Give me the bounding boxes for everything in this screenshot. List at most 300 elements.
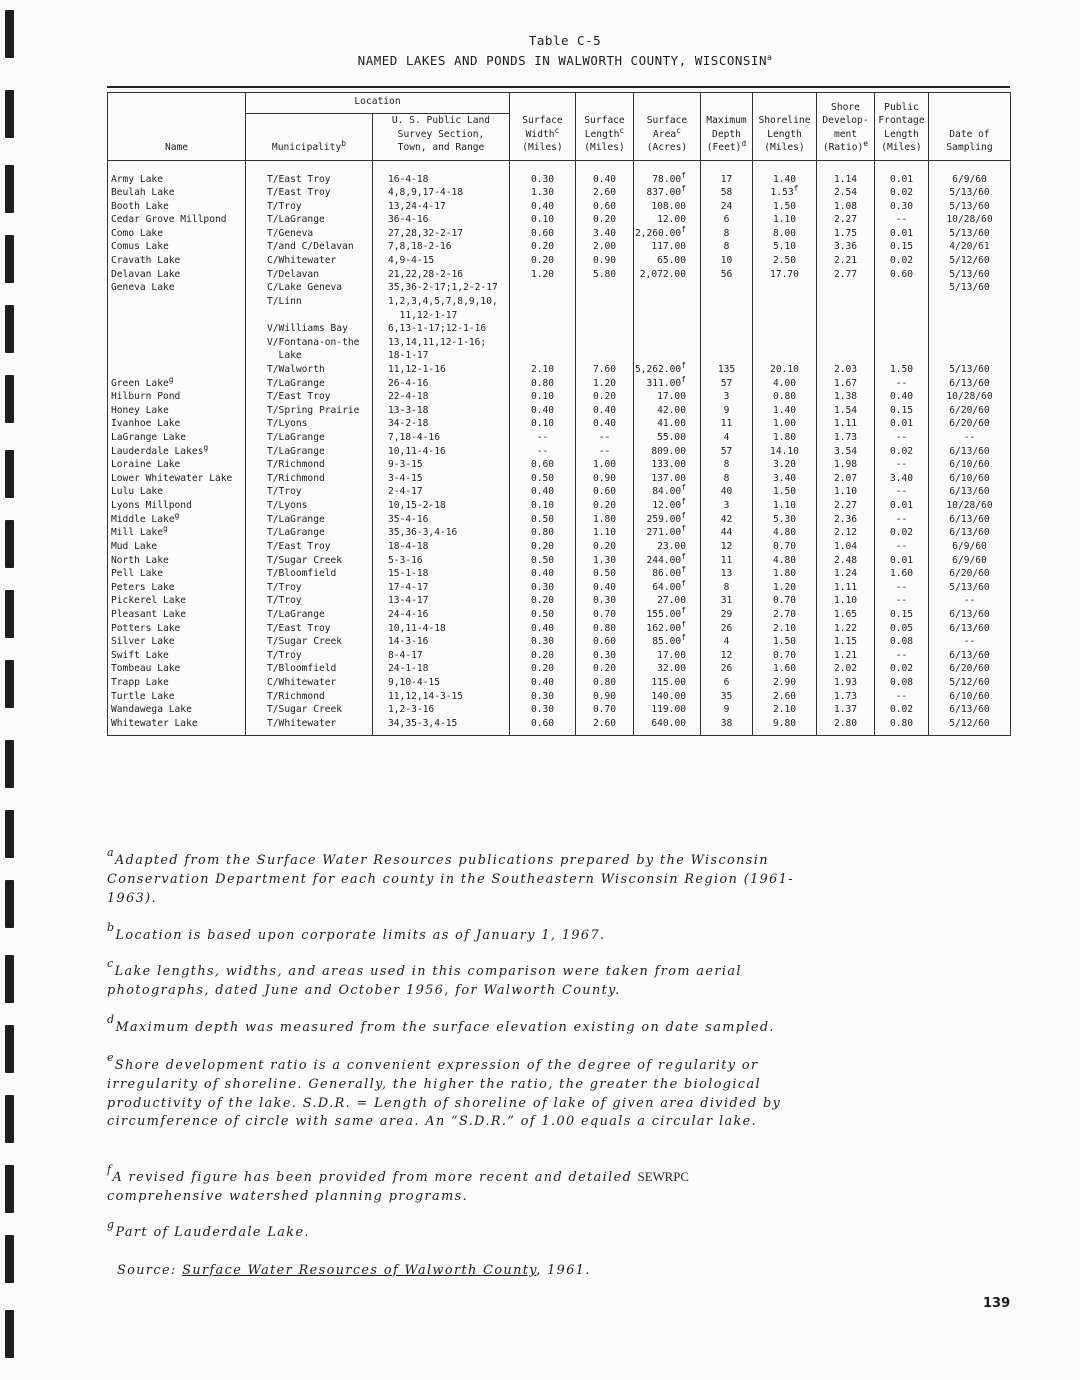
cell-depth: 8 — [701, 581, 753, 595]
cell-length: 0.40 — [576, 160, 634, 186]
footnote-d: dMaximum depth was measured from the surface elevation existing on date sampled. — [107, 1013, 775, 1035]
table-row — [108, 322, 1011, 336]
cell-frontage: -- — [875, 649, 929, 663]
cell-frontage: -- — [875, 431, 929, 445]
cell-survey: 13,24-4-17 — [373, 200, 510, 214]
cell-shore-dev — [817, 322, 875, 336]
cell-area: 162.00$^f$ — [634, 622, 701, 636]
cell-width: 0.40 — [510, 676, 576, 690]
table-row — [108, 254, 1011, 268]
cell-municipality: T/East Troy — [246, 390, 373, 404]
cell-municipality: T/LaGrange — [246, 526, 373, 540]
col-shore-dev: Shore Develop- ment (Ratio)$^e$ — [817, 93, 875, 161]
cell-depth: 24 — [701, 200, 753, 214]
cell-shoreline: 9.80 — [753, 717, 817, 735]
cell-name: Cravath Lake — [108, 254, 246, 268]
cell-shore-dev: 2.07 — [817, 472, 875, 486]
cell-shoreline: 17.70 — [753, 268, 817, 282]
table-row — [108, 390, 1011, 404]
table-row — [108, 295, 1011, 309]
table-row — [108, 526, 1011, 540]
table-row — [108, 160, 1011, 186]
cell-width: 0.40 — [510, 485, 576, 499]
cell-length: 1.80 — [576, 513, 634, 527]
cell-frontage: 3.40 — [875, 472, 929, 486]
table-row — [108, 404, 1011, 418]
cell-width: 0.80 — [510, 377, 576, 391]
cell-area: 42.00 — [634, 404, 701, 418]
table-row — [108, 445, 1011, 459]
cell-area: 244.00$^f$ — [634, 554, 701, 568]
table-row — [108, 200, 1011, 214]
cell-survey: 2-4-17 — [373, 485, 510, 499]
cell-name: Trapp Lake — [108, 676, 246, 690]
cell-depth: 57 — [701, 445, 753, 459]
cell-municipality: V/Williams Bay — [246, 322, 373, 336]
cell-name: Mud Lake — [108, 540, 246, 554]
cell-frontage: 1.60 — [875, 567, 929, 581]
cell-frontage: 0.30 — [875, 200, 929, 214]
cell-survey: 11,12-1-17 — [373, 309, 510, 323]
cell-length: 0.80 — [576, 676, 634, 690]
cell-frontage: -- — [875, 540, 929, 554]
cell-shoreline: 2.10 — [753, 622, 817, 636]
cell-name — [108, 349, 246, 363]
cell-shoreline: 0.70 — [753, 540, 817, 554]
cell-name: Honey Lake — [108, 404, 246, 418]
cell-depth: 8 — [701, 227, 753, 241]
table-row — [108, 622, 1011, 636]
cell-depth: 35 — [701, 690, 753, 704]
table-row — [108, 676, 1011, 690]
cell-name — [108, 363, 246, 377]
cell-municipality: T/Troy — [246, 485, 373, 499]
cell-area: 27.00 — [634, 594, 701, 608]
cell-length — [576, 309, 634, 323]
footnote-b: bLocation is based upon corporate limits as of January 1, 1967. — [107, 921, 606, 943]
cell-width: 0.40 — [510, 404, 576, 418]
cell-depth: 44 — [701, 526, 753, 540]
cell-width: 0.60 — [510, 458, 576, 472]
cell-municipality: T/Lyons — [246, 417, 373, 431]
cell-area: 640.00 — [634, 717, 701, 735]
cell-shoreline: 3.20 — [753, 458, 817, 472]
cell-depth: 12 — [701, 649, 753, 663]
cell-area — [634, 295, 701, 309]
table-row — [108, 227, 1011, 241]
cell-date — [929, 336, 1011, 350]
footnote-a: aAdapted from the Surface Water Resources publications prepared by the Wisconsin Conservation Department for each county in the Southeastern Wisconsin Region (1961-1963). — [107, 846, 794, 906]
cell-shoreline: 2.90 — [753, 676, 817, 690]
cell-width: 0.50 — [510, 608, 576, 622]
cell-shore-dev: 1.54 — [817, 404, 875, 418]
cell-shore-dev: 1.38 — [817, 390, 875, 404]
cell-municipality: T/LaGrange — [246, 431, 373, 445]
cell-area: 23.00 — [634, 540, 701, 554]
cell-shore-dev — [817, 349, 875, 363]
cell-depth: 135 — [701, 363, 753, 377]
cell-shoreline: 1.20 — [753, 581, 817, 595]
cell-width: 0.10 — [510, 213, 576, 227]
cell-name — [108, 336, 246, 350]
cell-frontage: 0.80 — [875, 717, 929, 735]
cell-date — [929, 295, 1011, 309]
cell-survey: 15-1-18 — [373, 567, 510, 581]
cell-municipality: T/Walworth — [246, 363, 373, 377]
cell-length: 0.90 — [576, 690, 634, 704]
cell-length: 0.20 — [576, 499, 634, 513]
cell-municipality: T/East Troy — [246, 186, 373, 200]
cell-shore-dev: 2.27 — [817, 499, 875, 513]
cell-municipality: C/Whitewater — [246, 676, 373, 690]
cell-length: 0.40 — [576, 404, 634, 418]
cell-frontage: 0.01 — [875, 499, 929, 513]
cell-frontage: -- — [875, 594, 929, 608]
cell-depth: 57 — [701, 377, 753, 391]
cell-frontage — [875, 336, 929, 350]
cell-length: 1.10 — [576, 526, 634, 540]
cell-length: 2.00 — [576, 240, 634, 254]
cell-frontage — [875, 281, 929, 295]
cell-frontage: -- — [875, 485, 929, 499]
cell-date: 5/13/60 — [929, 186, 1011, 200]
cell-survey: 34,35-3,4-15 — [373, 717, 510, 735]
cell-municipality — [246, 309, 373, 323]
cell-frontage: 0.15 — [875, 608, 929, 622]
cell-survey: 10,15-2-18 — [373, 499, 510, 513]
cell-depth: 10 — [701, 254, 753, 268]
cell-survey: 6,13-1-17;12-1-16 — [373, 322, 510, 336]
cell-shore-dev: 1.98 — [817, 458, 875, 472]
cell-survey: 35,36-2-17;1,2-2-17 — [373, 281, 510, 295]
cell-date: 6/20/60 — [929, 417, 1011, 431]
cell-frontage: 0.05 — [875, 622, 929, 636]
cell-shore-dev: 1.14 — [817, 160, 875, 186]
cell-shore-dev: 2.36 — [817, 513, 875, 527]
cell-frontage: 0.02 — [875, 445, 929, 459]
cell-shore-dev: 1.10 — [817, 485, 875, 499]
cell-depth — [701, 349, 753, 363]
cell-frontage: 0.15 — [875, 404, 929, 418]
cell-shore-dev: 1.37 — [817, 703, 875, 717]
cell-municipality: T/Lyons — [246, 499, 373, 513]
cell-municipality: T/East Troy — [246, 160, 373, 186]
cell-length — [576, 295, 634, 309]
cell-area — [634, 309, 701, 323]
cell-area — [634, 281, 701, 295]
table-row — [108, 485, 1011, 499]
cell-area: 2,072.00 — [634, 268, 701, 282]
cell-depth — [701, 295, 753, 309]
cell-shoreline — [753, 281, 817, 295]
cell-name: Beulah Lake — [108, 186, 246, 200]
cell-date: 6/13/60 — [929, 649, 1011, 663]
cell-frontage — [875, 349, 929, 363]
cell-frontage: 0.01 — [875, 554, 929, 568]
cell-width: 0.80 — [510, 526, 576, 540]
cell-width: -- — [510, 431, 576, 445]
cell-shoreline — [753, 336, 817, 350]
cell-width: 0.30 — [510, 690, 576, 704]
cell-date: 10/28/60 — [929, 390, 1011, 404]
cell-length: 3.40 — [576, 227, 634, 241]
cell-municipality: C/Lake Geneva — [246, 281, 373, 295]
cell-depth: 58 — [701, 186, 753, 200]
cell-date: 5/13/60 — [929, 281, 1011, 295]
cell-area — [634, 322, 701, 336]
cell-width: 0.10 — [510, 390, 576, 404]
cell-width — [510, 349, 576, 363]
cell-area: 115.00 — [634, 676, 701, 690]
cell-area: 271.00$^f$ — [634, 526, 701, 540]
cell-survey: 35-4-16 — [373, 513, 510, 527]
cell-area: 12.00 — [634, 213, 701, 227]
cell-date: 6/13/60 — [929, 513, 1011, 527]
cell-length: 0.50 — [576, 567, 634, 581]
cell-depth: 3 — [701, 390, 753, 404]
cell-municipality: T/Richmond — [246, 472, 373, 486]
table-row — [108, 608, 1011, 622]
cell-municipality: T/Delavan — [246, 268, 373, 282]
table-row — [108, 186, 1011, 200]
cell-name: Swift Lake — [108, 649, 246, 663]
cell-shore-dev: 1.11 — [817, 417, 875, 431]
cell-length: 0.80 — [576, 622, 634, 636]
cell-date: -- — [929, 635, 1011, 649]
footnote-f: fA revised figure has been provided from more recent and detailed SEWRPC comprehensive watershed planning programs. — [107, 1163, 689, 1204]
cell-municipality: T/Troy — [246, 649, 373, 663]
table-row — [108, 703, 1011, 717]
cell-width: 0.20 — [510, 649, 576, 663]
cell-area: 809.00 — [634, 445, 701, 459]
col-width: Surface Width$^c$ (Miles) — [510, 93, 576, 161]
cell-depth: 26 — [701, 622, 753, 636]
cell-municipality: T/Troy — [246, 581, 373, 595]
cell-width — [510, 309, 576, 323]
col-municipality: Municipality$^b$ — [246, 114, 373, 161]
cell-length: 0.70 — [576, 703, 634, 717]
cell-length: 0.60 — [576, 635, 634, 649]
cell-width: 0.20 — [510, 240, 576, 254]
cell-shore-dev: 2.03 — [817, 363, 875, 377]
cell-frontage: 0.15 — [875, 240, 929, 254]
cell-shoreline: 1.50 — [753, 635, 817, 649]
cell-survey: 8-4-17 — [373, 649, 510, 663]
cell-area: 133.00 — [634, 458, 701, 472]
cell-name: Cedar Grove Millpond — [108, 213, 246, 227]
cell-name: Pickerel Lake — [108, 594, 246, 608]
cell-survey: 1,2-3-16 — [373, 703, 510, 717]
cell-date: 6/13/60 — [929, 608, 1011, 622]
cell-municipality: T/Richmond — [246, 690, 373, 704]
cell-area: 2,260.00$^f$ — [634, 227, 701, 241]
cell-length: 0.20 — [576, 662, 634, 676]
cell-survey: 35,36-3,4-16 — [373, 526, 510, 540]
cell-name: Ivanhoe Lake — [108, 417, 246, 431]
cell-depth: 6 — [701, 676, 753, 690]
cell-frontage: 0.08 — [875, 635, 929, 649]
cell-frontage: 0.02 — [875, 526, 929, 540]
table-row — [108, 567, 1011, 581]
cell-name: Potters Lake — [108, 622, 246, 636]
cell-shore-dev: 1.22 — [817, 622, 875, 636]
cell-survey: 4,8,9,17-4-18 — [373, 186, 510, 200]
cell-frontage: 0.01 — [875, 417, 929, 431]
cell-frontage: 0.02 — [875, 703, 929, 717]
cell-area: 259.00$^f$ — [634, 513, 701, 527]
cell-width: 0.30 — [510, 581, 576, 595]
cell-date: 6/9/60 — [929, 160, 1011, 186]
cell-survey: 27,28,32-2-17 — [373, 227, 510, 241]
cell-municipality: T/Linn — [246, 295, 373, 309]
cell-frontage: 0.02 — [875, 662, 929, 676]
cell-name: Army Lake — [108, 160, 246, 186]
cell-shore-dev: 2.12 — [817, 526, 875, 540]
table-row — [108, 635, 1011, 649]
cell-survey: 11,12,14-3-15 — [373, 690, 510, 704]
cell-width: 0.50 — [510, 513, 576, 527]
cell-date: 5/13/60 — [929, 200, 1011, 214]
table-row — [108, 240, 1011, 254]
cell-depth: 8 — [701, 458, 753, 472]
cell-width: 0.20 — [510, 254, 576, 268]
page-number: 139 — [983, 1296, 1011, 1311]
cell-municipality: T/Troy — [246, 200, 373, 214]
cell-frontage: 0.01 — [875, 227, 929, 241]
cell-shore-dev: 2.54 — [817, 186, 875, 200]
cell-survey: 22-4-18 — [373, 390, 510, 404]
col-length: Surface Length$^c$ (Miles) — [576, 93, 634, 161]
cell-municipality: T/Troy — [246, 594, 373, 608]
table-row — [108, 431, 1011, 445]
cell-name: Middle Lake$^g$ — [108, 513, 246, 527]
title-rule — [107, 86, 1010, 88]
cell-area: 311.00$^f$ — [634, 377, 701, 391]
footnote-c: cLake lengths, widths, and areas used in this comparison were taken from aerial photographs, dated June and October 1956, for Walworth County. — [107, 957, 742, 998]
cell-length: 5.80 — [576, 268, 634, 282]
cell-depth: 31 — [701, 594, 753, 608]
cell-municipality: T/Bloomfield — [246, 662, 373, 676]
cell-shore-dev — [817, 295, 875, 309]
cell-name: Wandawega Lake — [108, 703, 246, 717]
cell-shoreline: 1.50 — [753, 485, 817, 499]
cell-shore-dev: 1.10 — [817, 594, 875, 608]
cell-municipality: T/Sugar Creek — [246, 554, 373, 568]
cell-depth — [701, 336, 753, 350]
table-row — [108, 581, 1011, 595]
cell-shoreline: 4.00 — [753, 377, 817, 391]
table-row — [108, 662, 1011, 676]
cell-area: 41.00 — [634, 417, 701, 431]
cell-shoreline: 1.80 — [753, 431, 817, 445]
cell-name: Pleasant Lake — [108, 608, 246, 622]
cell-depth: 56 — [701, 268, 753, 282]
cell-depth — [701, 322, 753, 336]
cell-municipality: T/Whitewater — [246, 717, 373, 735]
cell-frontage: 1.50 — [875, 363, 929, 377]
cell-name: Lulu Lake — [108, 485, 246, 499]
cell-frontage: -- — [875, 458, 929, 472]
cell-depth: 40 — [701, 485, 753, 499]
cell-shore-dev: 3.36 — [817, 240, 875, 254]
cell-shoreline: 1.40 — [753, 160, 817, 186]
cell-width: 0.10 — [510, 499, 576, 513]
table-row — [108, 377, 1011, 391]
cell-date: 5/13/60 — [929, 227, 1011, 241]
cell-date: 6/13/60 — [929, 377, 1011, 391]
cell-frontage: 0.60 — [875, 268, 929, 282]
col-shoreline: Shoreline Length (Miles) — [753, 93, 817, 161]
cell-date: 6/20/60 — [929, 662, 1011, 676]
cell-shoreline — [753, 295, 817, 309]
col-name: Name — [108, 93, 246, 161]
cell-length: 7.60 — [576, 363, 634, 377]
cell-depth: 29 — [701, 608, 753, 622]
cell-shoreline: 1.60 — [753, 662, 817, 676]
col-date: Date of Sampling — [929, 93, 1011, 161]
cell-length: 1.00 — [576, 458, 634, 472]
cell-shoreline: 0.70 — [753, 594, 817, 608]
cell-shoreline: 1.10 — [753, 213, 817, 227]
cell-depth: 6 — [701, 213, 753, 227]
cell-length — [576, 322, 634, 336]
cell-municipality: C/Whitewater — [246, 254, 373, 268]
cell-width: 0.50 — [510, 472, 576, 486]
cell-area — [634, 336, 701, 350]
cell-name — [108, 295, 246, 309]
cell-shore-dev: 1.67 — [817, 377, 875, 391]
cell-shore-dev: 2.21 — [817, 254, 875, 268]
cell-date: 10/28/60 — [929, 499, 1011, 513]
cell-width: 0.20 — [510, 540, 576, 554]
cell-name: Loraine Lake — [108, 458, 246, 472]
cell-survey: 18-1-17 — [373, 349, 510, 363]
cell-shore-dev: 1.75 — [817, 227, 875, 241]
cell-survey: 17-4-17 — [373, 581, 510, 595]
cell-shoreline: 1.00 — [753, 417, 817, 431]
cell-width: 0.20 — [510, 662, 576, 676]
cell-shoreline: 5.10 — [753, 240, 817, 254]
cell-width — [510, 281, 576, 295]
cell-shore-dev — [817, 281, 875, 295]
table-row — [108, 472, 1011, 486]
cell-municipality: T/LaGrange — [246, 445, 373, 459]
cell-frontage: -- — [875, 213, 929, 227]
cell-shore-dev: 1.11 — [817, 581, 875, 595]
cell-width: 0.60 — [510, 227, 576, 241]
cell-frontage: 0.08 — [875, 676, 929, 690]
cell-width: 0.60 — [510, 717, 576, 735]
cell-shoreline: 1.80 — [753, 567, 817, 581]
cell-name — [108, 309, 246, 323]
cell-shore-dev: 2.80 — [817, 717, 875, 735]
cell-date: 6/13/60 — [929, 485, 1011, 499]
table-row — [108, 594, 1011, 608]
cell-area: 117.00 — [634, 240, 701, 254]
cell-name — [108, 322, 246, 336]
cell-date: 6/13/60 — [929, 526, 1011, 540]
cell-length: 0.90 — [576, 472, 634, 486]
cell-municipality: Lake — [246, 349, 373, 363]
cell-shoreline: 5.30 — [753, 513, 817, 527]
cell-name: Green Lake$^g$ — [108, 377, 246, 391]
cell-frontage: 0.02 — [875, 254, 929, 268]
cell-date: 10/28/60 — [929, 213, 1011, 227]
cell-length: 0.20 — [576, 390, 634, 404]
cell-survey: 9-3-15 — [373, 458, 510, 472]
cell-shoreline: 14.10 — [753, 445, 817, 459]
cell-area: 65.00 — [634, 254, 701, 268]
